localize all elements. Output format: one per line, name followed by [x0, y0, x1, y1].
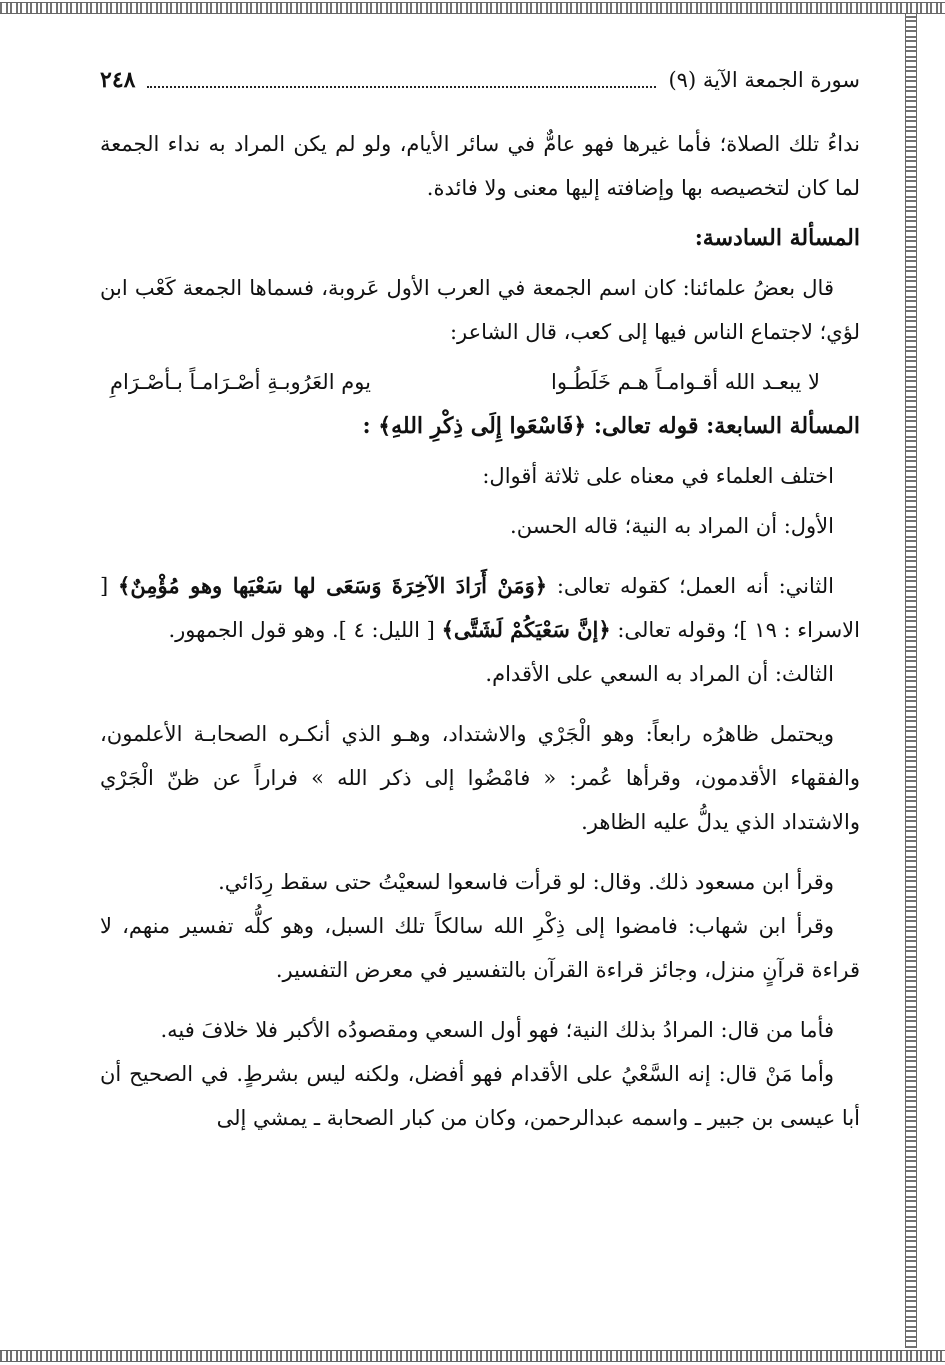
paragraph-3: اختلف العلماء في معناه على ثلاثة أقوال:	[482, 464, 834, 488]
heading-7-colon: :	[362, 413, 371, 439]
paragraph-6: الثالث: أن المراد به السعي على الأقدام.	[485, 662, 834, 686]
poem-verse	[100, 360, 860, 404]
quran-verse: ﴿إنَّ سَعْيَكُمْ لَشَتَّى﴾	[441, 617, 611, 642]
section-heading-6: المسألة السادسة:	[694, 225, 860, 251]
heading-7-lead: المسألة السابعة: قوله تعالى:	[593, 413, 860, 439]
paragraph-8: وقرأ ابن مسعود ذلك. وقال: لو قرأت فاسعوا لسعيْتُ حتى سقط رِدَائي.	[218, 870, 834, 894]
page-body	[100, 122, 860, 1140]
paragraph-7: ويحتمل ظاهرُه رابعاً: وهو الْجَرْي والاشتداد، وهـو الذي أنكـره الصحابـة الأعلمون، والفقهاء الأقدمون، وقرأها عُمر: « فامْضُوا إلى ذكر الله » فراراً عن ظنّ الْجَرْي والاشتداد الذي يدلُّ عليه الظاهر.	[100, 722, 860, 834]
page-header	[100, 62, 860, 98]
p5-mid: [ الاسراء : ١٩ ]؛ وقوله تعالى:	[100, 574, 860, 642]
header-leader-dots	[147, 72, 656, 88]
running-title: سورة الجمعة الآية (٩)	[668, 68, 860, 92]
paragraph-5	[100, 564, 860, 652]
paragraph-9: وقرأ ابن شهاب: فامضوا إلى ذِكْرِ الله سالكاً تلك السبل، وهو كلُّه تفسير منهم، لا قراءة قرآنٍ منزل، وجائز قراءة القرآن بالتفسير في معرض التفسير.	[100, 914, 860, 982]
decorative-border-top	[0, 2, 945, 14]
poem-hemistich-right: لا يبعـد الله أقـوامـاً هـم خَلَطُـوا	[551, 370, 820, 394]
p5-tail: [ الليل: ٤ ]. وهو قول الجمهور.	[168, 618, 435, 642]
paragraph-4: الأول: أن المراد به النية؛ قاله الحسن.	[510, 514, 834, 538]
decorative-border-bottom	[0, 1350, 945, 1362]
paragraph-2: قال بعضُ علمائنا: كان اسم الجمعة في العرب الأول عَروبة، فسماها الجمعة كَعْب ابن لؤي؛ لاجتماع الناس فيها إلى كعب، قال الشاعر:	[100, 276, 860, 344]
section-heading-7	[100, 404, 860, 448]
page-number: ٢٤٨	[100, 67, 136, 93]
paragraph-1: نداءُ تلك الصلاة؛ فأما غيرها فهو عامٌّ في سائر الأيام، ولو لم يكن المراد به نداء الجمعة لما كان لتخصيصه بها وإضافته إليها معنى ولا فائدة.	[100, 132, 860, 200]
decorative-border-right	[905, 14, 917, 1348]
paragraph-11: وأما مَنْ قال: إنه السَّعْيُ على الأقدام فهو أفضل، ولكنه ليس بشرطٍ. في الصحيح أن أبا عيسى بن جبير ـ واسمه عبدالرحمن، وكان من كبار الصحابة ـ يمشي إلى	[100, 1062, 860, 1130]
p5-lead: الثاني: أنه العمل؛ كقوله تعالى:	[556, 574, 834, 598]
quran-verse: ﴿وَمَنْ أَرَادَ الآخِرَةَ وَسَعَى لها سَعْيَها وهو مُؤْمِنٌ﴾	[118, 573, 548, 598]
poem-hemistich-left: يوم العَرُوبـةِ أصْـرَامـاً بـأصْـرَامِ	[110, 370, 371, 394]
quran-verse: ﴿فَاسْعَوا إِلَى ذِكْرِ اللهِ﴾	[378, 413, 587, 439]
paragraph-10: فأما من قال: المرادُ بذلك النية؛ فهو أول السعي ومقصودُه الأكبر فلا خلافَ فيه.	[160, 1018, 834, 1042]
